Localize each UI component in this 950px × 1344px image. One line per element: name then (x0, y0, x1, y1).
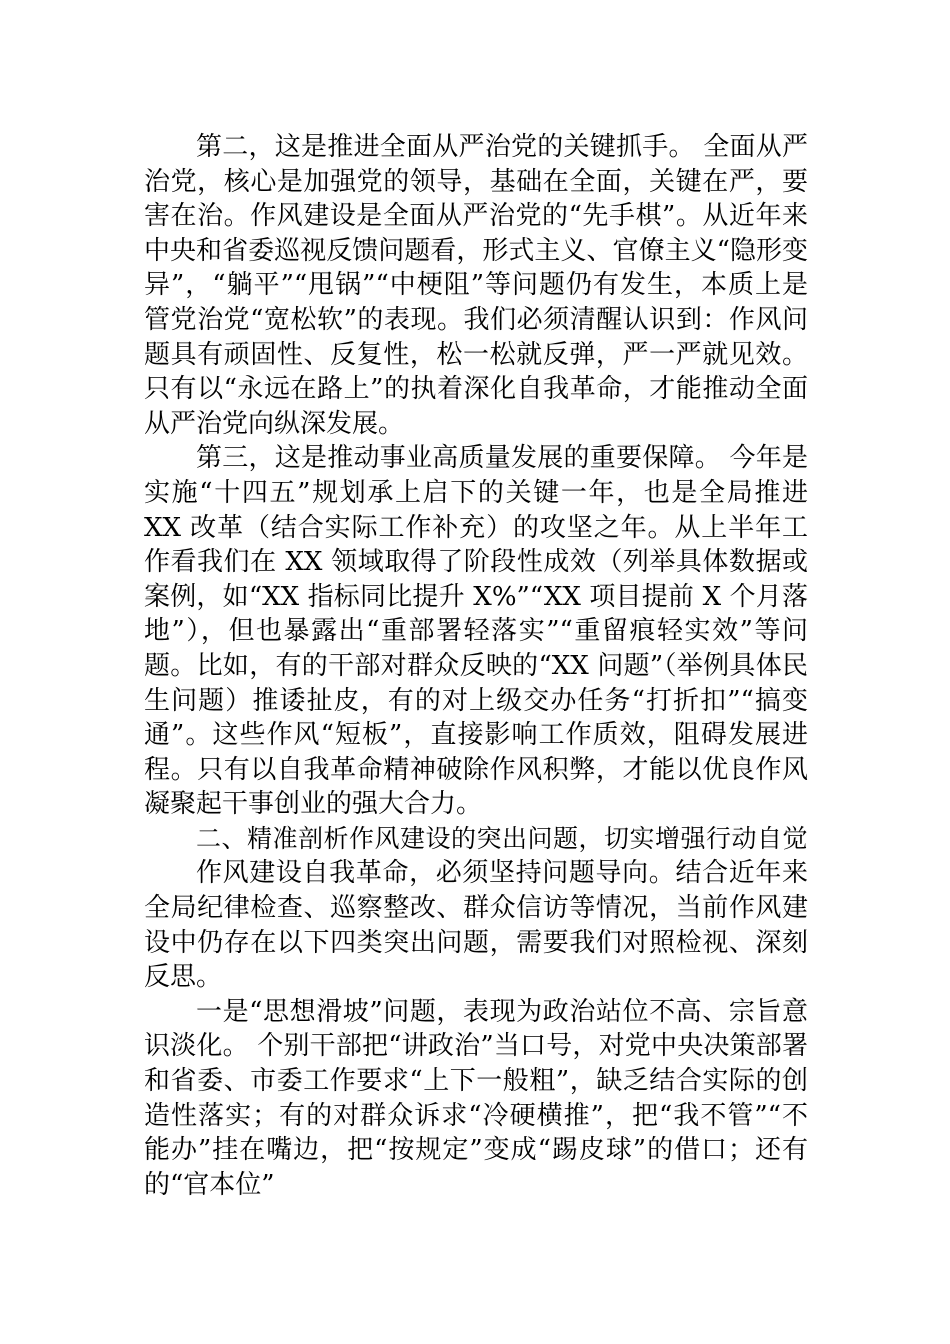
paragraph-problem-one: 一是“思想滑坡”问题，表现为政治站位不高、宗旨意识淡化。 个别干部把“讲政治”当口号，对党中央决策部署和省委、市委工作要求“上下一般粗”，缺乏结合实际的创造性落实；有的对群众诉求“冷硬横推”，把“我不管”“不能办”挂在嘴边，把“按规定”变成“踢皮球”的借口；还有的“官本位” (144, 996, 808, 1200)
paragraph-second-point: 第二，这是推进全面从严治党的关键抓手。 全面从严治党，核心是加强党的领导，基础在全面，关键在严，要害在治。作风建设是全面从严治党的“先手棋”。从近年来中央和省委巡视反馈问题看，形式主义、官僚主义“隐形变异”，“躺平”“甩锅”“中梗阻”等问题仍有发生，本质上是管党治党“宽松软”的表现。我们必须清醒认识到：作风问题具有顽固性、反复性，松一松就反弹，严一严就见效。只有以“永远在路上”的执着深化自我革命，才能推动全面从严治党向纵深发展。 (144, 132, 808, 439)
paragraph-problem-intro: 作风建设自我革命，必须坚持问题导向。结合近年来全局纪律检查、巡察整改、群众信访等情况，当前作风建设中仍存在以下四类突出问题，需要我们对照检视、深刻反思。 (144, 858, 808, 993)
section-heading-two: 二、精准剖析作风建设的突出问题，切实增强行动自觉 (196, 823, 809, 853)
paragraph-third-point: 第三，这是推动事业高质量发展的重要保障。 今年是实施“十四五”规划承上启下的关键一年，也是全局推进 XX 改革（结合实际工作补充）的攻坚之年。从上半年工作看我们在 XX 领域取得了阶段性成效（列举具体数据或案例，如“XX 指标同比提升 X%”“XX 项目提前 X 个月落地”），但也暴露出“重部署轻落实”“重留痕轻实效”等问题。比如，有的干部对群众反映的“XX 问题”（举例具体民生问题）推诿扯皮，有的对上级交办任务“打折扣”“搞变通”。这些作风“短板”，直接影响工作质效，阻碍发展进程。只有以自我革命精神破除作风积弊，才能以优良作风凝聚起干事创业的强大合力。 (144, 443, 808, 820)
document-body (144, 130, 808, 1202)
